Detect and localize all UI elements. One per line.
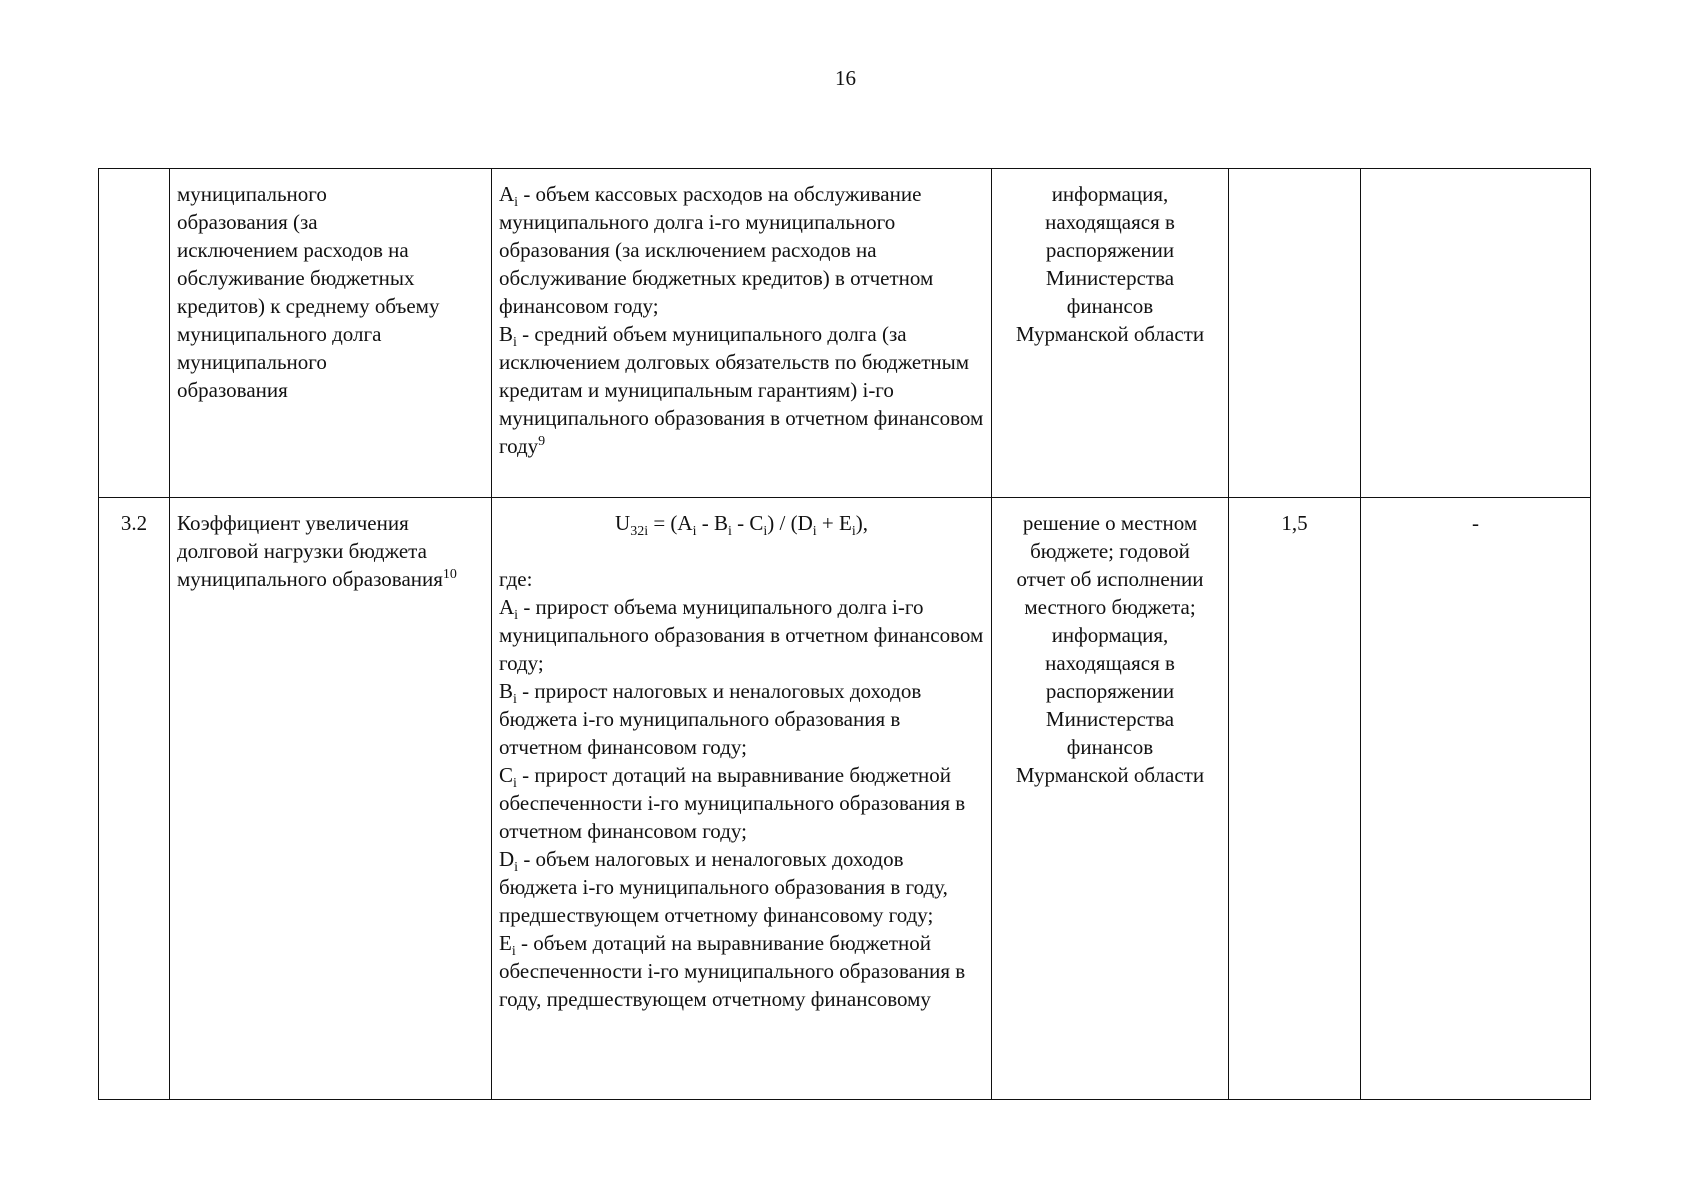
definition-c: $C_i$ - прирост дотаций на выравнивание бюджетной обеспеченности i-го муниципального образования в отчетном финансовом году; (499, 763, 966, 843)
definition-d: $D_i$ - объем налоговых и неналоговых доходов бюджета i-го муниципального образования в году, предшествующем отчетному финансовому году; (499, 847, 948, 927)
source-cell: решение о местном бюджете; годовой отчет об исполнении местного бюджета; информация, находящаяся в распоряжении Министерства финансов Мурманской области (992, 498, 1229, 1100)
indicators-table (98, 168, 1591, 1100)
extra-value-cell: - (1361, 498, 1591, 1100)
definition-a: $A_i$ - объем кассовых расходов на обслуживание муниципального долга i-го муниципального образования (за исключением расходов на обслуживание бюджетных кредитов) в отчетном финансовом году; (499, 182, 934, 318)
footnote-ref: 10 (442, 567, 457, 582)
table-row (99, 498, 1591, 1100)
source-cell: информация, находящаяся в распоряжении Министерства финансов Мурманской области (992, 169, 1229, 498)
row-number-cell: 3.2 (99, 498, 170, 1100)
page-number: 16 (835, 66, 856, 90)
definition-a: $A_i$ - прирост объема муниципального долга i-го муниципального образования в отчетном финансовом году; (499, 595, 984, 675)
threshold-value-cell (1229, 169, 1361, 498)
indicator-name-cell: Коэффициент увеличения долговой нагрузки бюджета муниципального образования$^{10}$ (170, 498, 492, 1100)
table-row (99, 169, 1591, 498)
extra-value-cell (1361, 169, 1591, 498)
definition-b: $B_i$ - прирост налоговых и неналоговых доходов бюджета i-го муниципального образования в отчетном финансовом году; (499, 679, 922, 759)
formula: $U_{32i} = (A_i - B_i - C_i) / (D_i + E_i)$, (615, 511, 868, 540)
row-number-cell (99, 169, 170, 498)
calculation-cell (492, 169, 992, 498)
definition-b: $B_i$ - средний объем муниципального долга (за исключением долговых обязательств по бюджетным кредитам и муниципальным гарантиям) i-го муниципального образования в отчетном финансовом году$^9$ (499, 322, 984, 458)
threshold-value-cell: 1,5 (1229, 498, 1361, 1100)
definition-e: $E_i$ - объем дотаций на выравнивание бюджетной обеспеченности i-го муниципального образования в году, предшествующем отчетному финансовому (499, 931, 966, 1011)
calculation-cell (492, 498, 992, 1100)
footnote-ref: 9 (538, 434, 546, 449)
where-label: где: (499, 567, 533, 591)
indicator-name-cell: муниципального образования (за исключением расходов на обслуживание бюджетных кредитов) к среднему объему муниципального долга муниципального образования (170, 169, 492, 498)
